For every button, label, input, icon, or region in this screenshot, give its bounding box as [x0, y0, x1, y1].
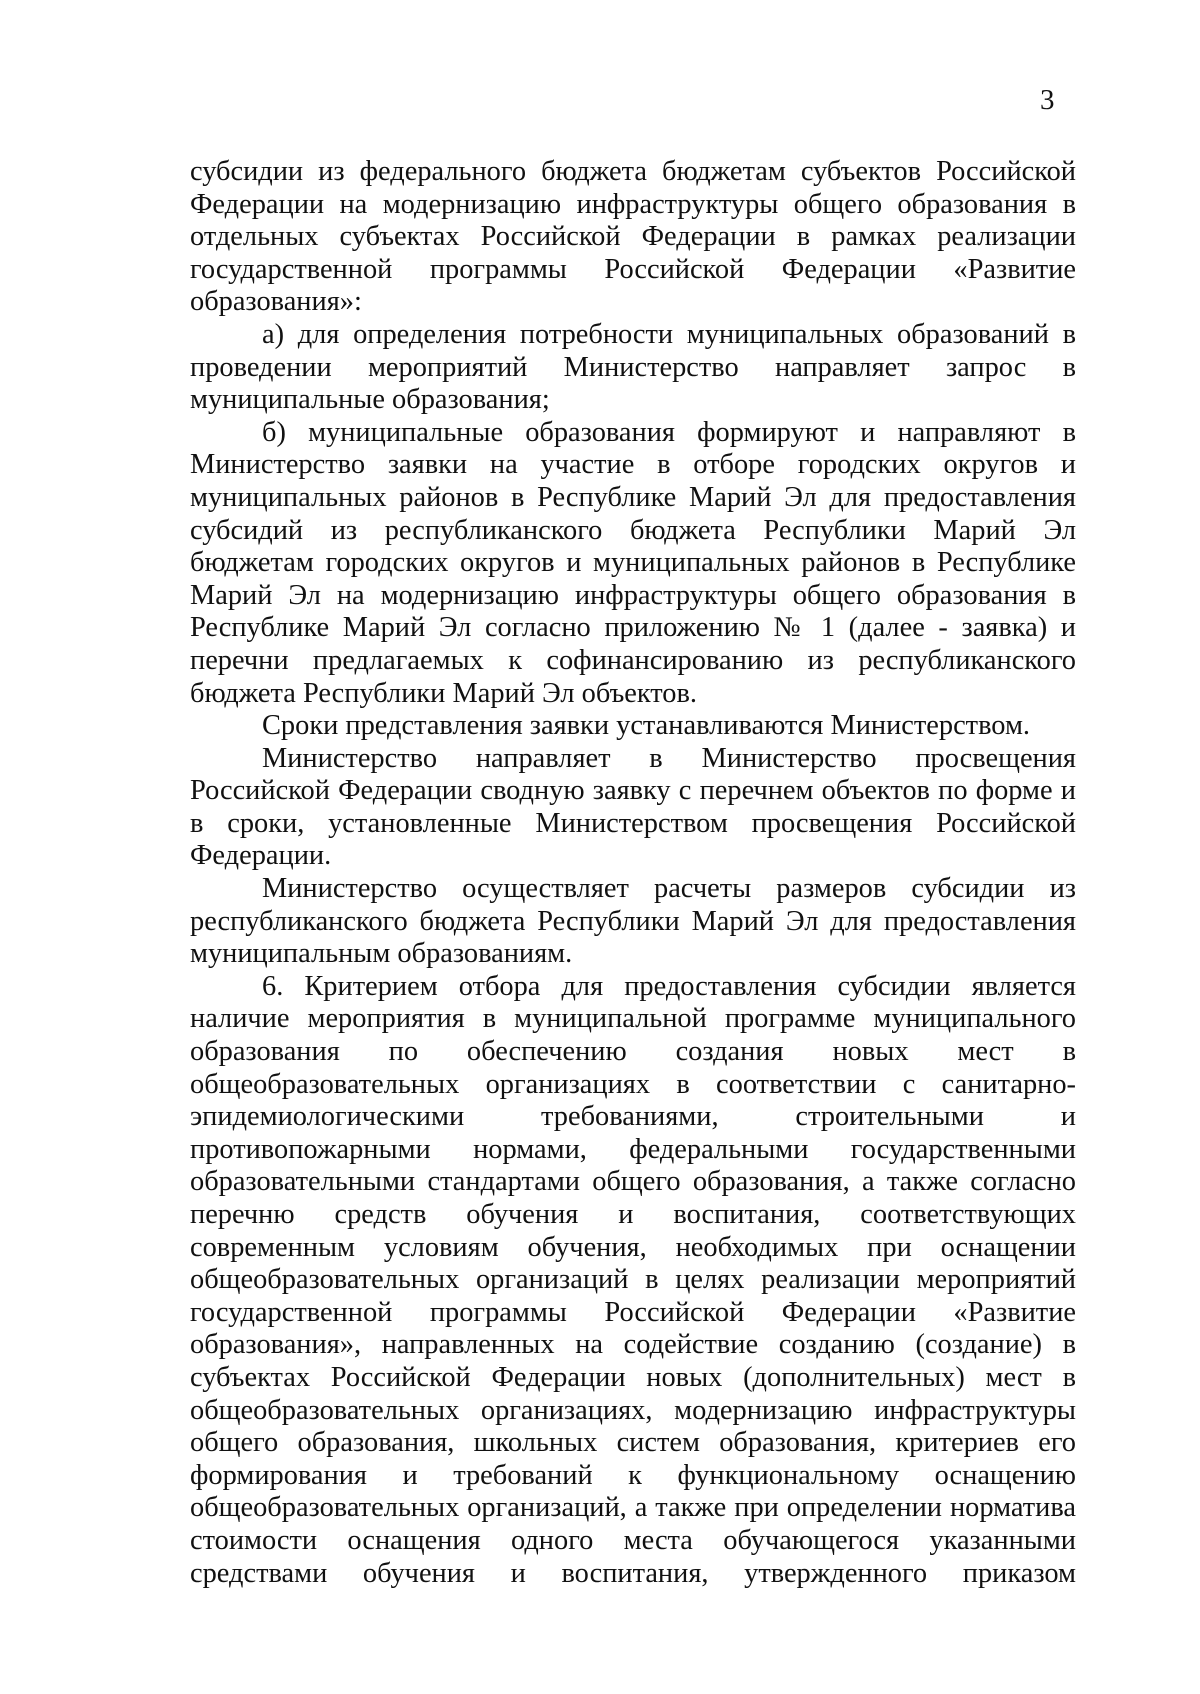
paragraph-selection-criterion: 6. Критерием отбора для предоставления субсидии является наличие мероприятия в муниципальной программе муниципального образования по обеспечению создания новых мест в общеобразовательных организациях в соответствии с санитарно-эпидемиологическими требованиями, строительными и противопожарными нормами, федеральными государственными образовательными стандартами общего образования, а также согласно перечню средств обучения и воспитания, соответствующих современным условиям обучения, необходимых при оснащении общеобразовательных организаций в целях реализации мероприятий государственной программы Российской Федерации «Развитие образования», направленных на содействие созданию (создание) в субъектах Российской Федерации новых (дополнительных) мест в общеобразовательных организациях, модернизацию инфраструктуры общего образования, школьных систем образования, критериев его формирования и требований к функциональному оснащению общеобразовательных организаций, а также при определении норматива стоимости оснащения одного места обучающегося указанными средствами обучения и воспитания, утвержденного приказом — [190, 970, 1076, 1589]
paragraph-subsidy-intro: субсидии из федерального бюджета бюджетам субъектов Российской Федерации на модернизацию инфраструктуры общего образования в отдельных субъектах Российской Федерации в рамках реализации государственной программы Российской Федерации «Развитие образования»: — [190, 156, 1076, 318]
page-number: 3 — [1040, 84, 1055, 116]
paragraph-item-b: б) муниципальные образования формируют и направляют в Министерство заявки на участие в отборе городских округов и муниципальных районов в Республике Марий Эл для предоставления субсидий из республиканского бюджета Республики Марий Эл бюджетам городских округов и муниципальных районов в Республике Марий Эл на модернизацию инфраструктуры общего образования в Республике Марий Эл согласно приложению № 1 (далее - заявка) и перечни предлагаемых к софинансированию из республиканского бюджета Республики Марий Эл объектов. — [190, 416, 1076, 709]
paragraph-item-a: а) для определения потребности муниципальных образований в проведении мероприятий Министерство направляет запрос в муниципальные образования; — [190, 318, 1076, 416]
paragraph-consolidated-request: Министерство направляет в Министерство просвещения Российской Федерации сводную заявку с перечнем объектов по форме и в сроки, установленные Министерством просвещения Российской Федерации. — [190, 742, 1076, 872]
paragraph-subsidy-calculation: Министерство осуществляет расчеты размеров субсидии из республиканского бюджета Республики Марий Эл для предоставления муниципальным образованиям. — [190, 873, 1076, 970]
paragraph-deadlines: Сроки представления заявки устанавливаются Министерством. — [262, 710, 1031, 742]
document-body — [190, 156, 1076, 1590]
